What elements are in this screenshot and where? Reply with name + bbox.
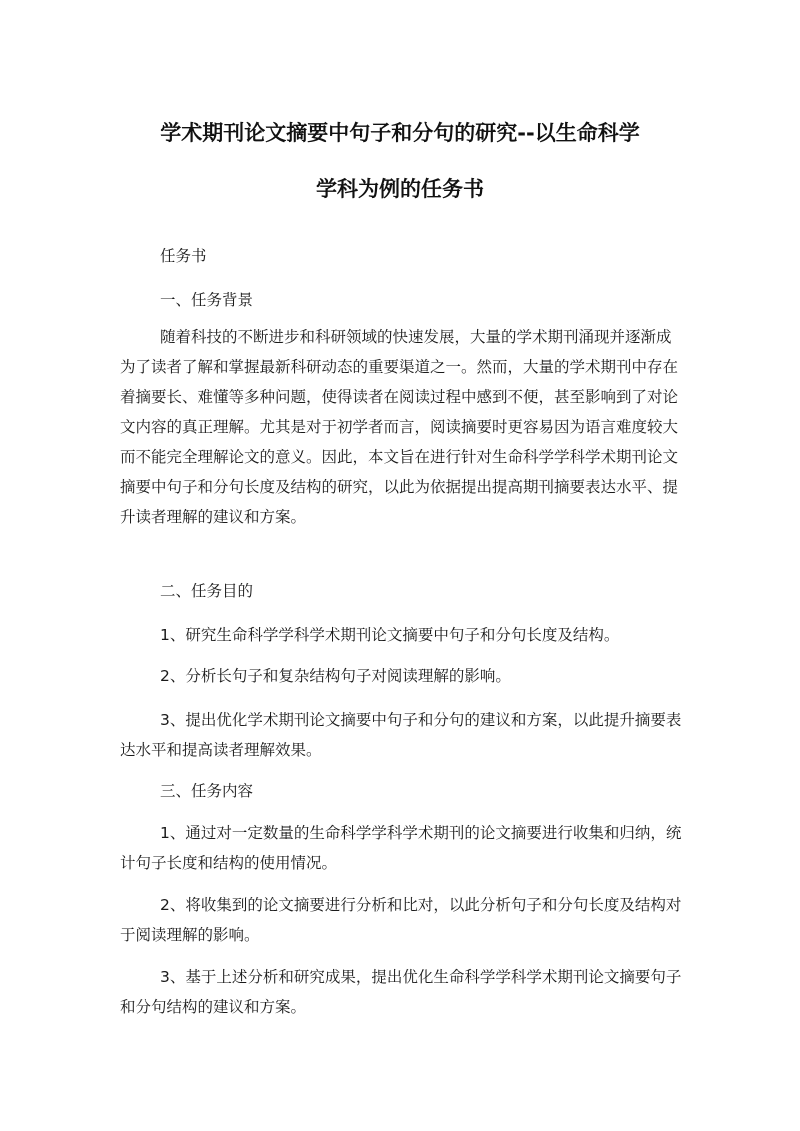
section-2-item-3: 3、提出优化学术期刊论文摘要中句子和分句的建议和方案，以此提升摘要表达水平和提高读者理解效果。 [120, 711, 682, 759]
document-title-line-2: 学科为例的任务书 [316, 177, 484, 201]
section-1-body: 随着科技的不断进步和科研领域的快速发展，大量的学术期刊涌现并逐渐成为了读者了解和掌握最新科研动态的重要渠道之一。然而，大量的学术期刊中存在着摘要长、难懂等多种问题，使得读者在阅读过程中感到不便，甚至影响到了对论文内容的真正理解。尤其是对于初学者而言，阅读摘要时更容易因为语言难度较大而不能完全理解论文的意义。因此，本文旨在进行针对生命科学学科学术期刊论文摘要中句子和分句长度及结构的研究，以此为依据提出提高期刊摘要表达水平、提升读者理解的建议和方案。 [120, 328, 679, 526]
document-label: 任务书 [160, 247, 207, 265]
section-2-item-2: 2、分析长句子和复杂结构句子对阅读理解的影响。 [160, 667, 511, 685]
section-3-heading: 三、任务内容 [160, 782, 254, 800]
section-3-item-1: 1、通过对一定数量的生命科学学科学术期刊的论文摘要进行收集和归纳，统计句子长度和结构的使用情况。 [120, 824, 682, 872]
section-1-heading: 一、任务背景 [160, 291, 254, 309]
document-title-line-1: 学术期刊论文摘要中句子和分句的研究--以生命科学 [160, 121, 640, 145]
section-3-item-2: 2、将收集到的论文摘要进行分析和比对，以此分析句子和分句长度及结构对于阅读理解的影响。 [120, 896, 682, 944]
section-2-item-1: 1、研究生命科学学科学术期刊论文摘要中句子和分句长度及结构。 [160, 626, 620, 644]
section-3-item-3: 3、基于上述分析和研究成果，提出优化生命科学学科学术期刊论文摘要句子和分句结构的建议和方案。 [120, 968, 682, 1016]
section-2-heading: 二、任务目的 [160, 582, 254, 600]
